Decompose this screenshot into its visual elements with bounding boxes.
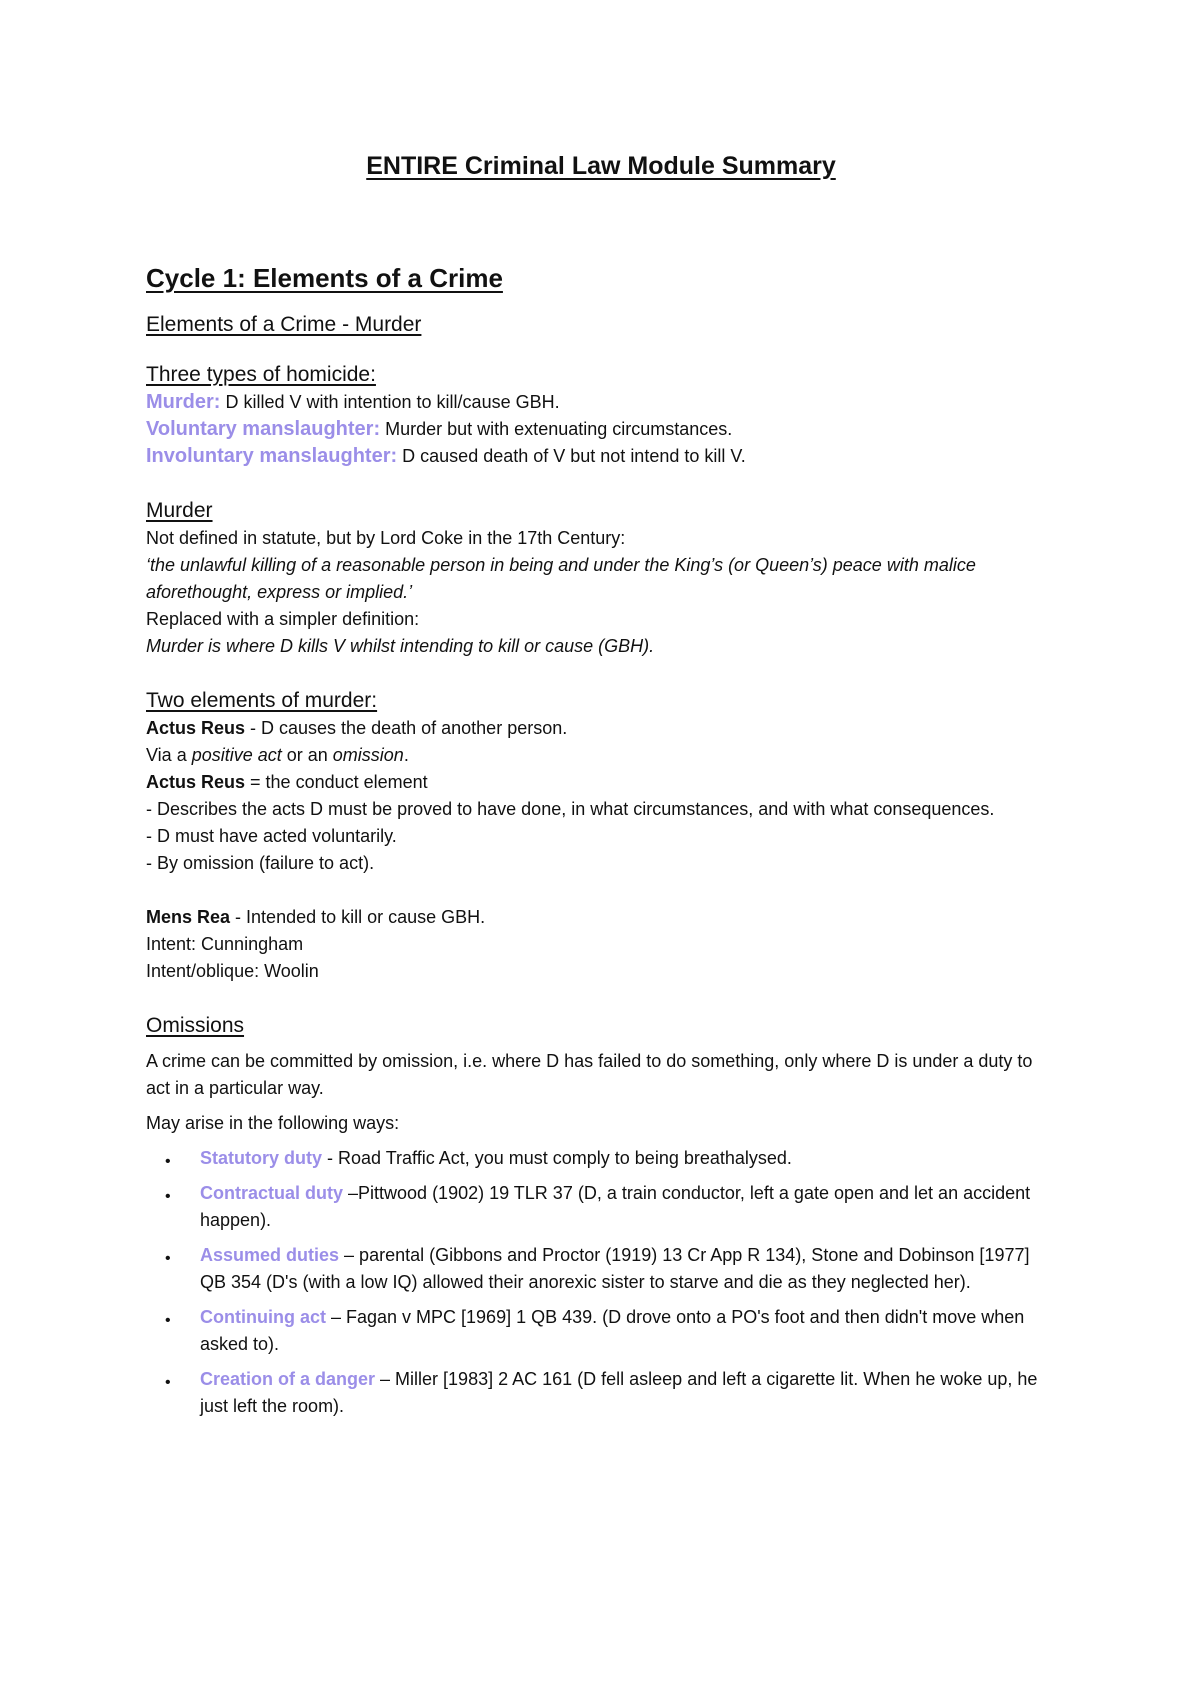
homicide-term: Voluntary manslaughter: [146,418,381,440]
homicide-item-involuntary [146,443,1056,470]
duty-text: – Miller [1983] 2 AC 161 (D fell asleep and left a cigarette lit. When he woke up, he just left the room). [200,1369,1038,1416]
homicide-item-murder [146,389,1056,416]
omissions-paragraph-1: A crime can be committed by omission, i.e. where D has failed to do something, only where D is under a duty to act in a particular way. [146,1051,1033,1098]
via-positive-act: positive act [191,745,282,765]
cycle-heading: Cycle 1: Elements of a Crime [146,263,503,293]
bullet-icon: • [165,1250,171,1267]
omissions-paragraph-2: May arise in the following ways: [146,1113,400,1133]
murder-quote: ‘the unlawful killing of a reasonable person in being and under the King’s (or Queen’s) peace with malice aforethought, express or implied.’ [146,555,976,602]
actus-reus-conduct-text: = the conduct element [245,772,428,792]
mens-rea-text: - Intended to kill or cause GBH. [230,907,486,927]
homicide-heading: Three types of homicide: [146,363,376,386]
omissions-heading: Omissions [146,1014,245,1037]
homicide-term: Involuntary manslaughter: [146,445,398,467]
bullet-icon: • [165,1188,171,1205]
section-heading: Elements of a Crime - Murder [146,313,422,336]
actus-reus-conduct-line [146,769,1056,796]
murder-section [146,497,1056,660]
duty-term: Assumed duties [200,1245,340,1265]
duty-term: Contractual duty [200,1183,344,1203]
document-page [146,150,1056,1428]
actus-reus-label-2: Actus Reus [146,772,246,792]
conduct-point-1: - Describes the acts D must be proved to have done, in what circumstances, and with what consequences. [146,799,995,819]
duty-term: Continuing act [200,1307,326,1327]
duty-text: – Fagan v MPC [1969] 1 QB 439. (D drove onto a PO's foot and then didn't move when asked to). [200,1307,1025,1354]
elements-section [146,687,1056,985]
bullet-icon: • [165,1374,171,1391]
duty-term: Creation of a danger [200,1369,376,1389]
murder-line-1: Not defined in statute, but by Lord Coke in the 17th Century: [146,528,626,548]
homicide-text: D killed V with intention to kill/cause GBH. [220,392,560,412]
list-item [146,1242,1056,1296]
via-omission: omission [332,745,404,765]
bullet-icon: • [165,1312,171,1329]
murder-line-2: Replaced with a simpler definition: [146,609,420,629]
via-end: . [403,745,409,765]
omissions-section [146,1012,1056,1420]
intent-line-1: Intent: Cunningham [146,934,304,954]
document-title: ENTIRE Criminal Law Module Summary [366,152,836,180]
mens-rea-line [146,904,1056,931]
actus-reus-label: Actus Reus [146,718,246,738]
actus-reus-line [146,715,1056,742]
homicide-text: Murder but with extenuating circumstances. [380,419,733,439]
intent-line-2: Intent/oblique: Woolin [146,961,319,981]
list-item [146,1180,1056,1234]
duty-text: - Road Traffic Act, you must comply to being breathalysed. [322,1148,792,1168]
murder-heading: Murder [146,499,213,522]
via-prefix: Via a [146,745,192,765]
mens-rea-label: Mens Rea [146,907,231,927]
list-item [146,1304,1056,1358]
homicide-term: Murder: [146,391,221,413]
conduct-point-2: - D must have acted voluntarily. [146,826,397,846]
via-mid: or an [281,745,333,765]
conduct-point-3: - By omission (failure to act). [146,853,375,873]
list-item [146,1366,1056,1420]
duty-text: –Pittwood (1902) 19 TLR 37 (D, a train conductor, left a gate open and let an accident happen). [200,1183,1031,1230]
actus-reus-text: - D causes the death of another person. [245,718,568,738]
via-line [146,742,1056,769]
omissions-list [146,1145,1056,1420]
duty-term: Statutory duty [200,1148,323,1168]
homicide-section [146,361,1056,470]
homicide-item-voluntary [146,416,1056,443]
bullet-icon: • [165,1153,171,1170]
elements-heading: Two elements of murder: [146,689,378,712]
murder-simple-definition: Murder is where D kills V whilst intending to kill or cause (GBH). [146,636,655,656]
duty-text: – parental (Gibbons and Proctor (1919) 13 Cr App R 134), Stone and Dobinson [1977] QB 354 (D's (with a low IQ) allowed their anorexic sister to starve and die as they neglected her). [200,1245,1030,1292]
list-item [146,1145,1056,1172]
homicide-text: D caused death of V but not intend to kill V. [397,446,746,466]
